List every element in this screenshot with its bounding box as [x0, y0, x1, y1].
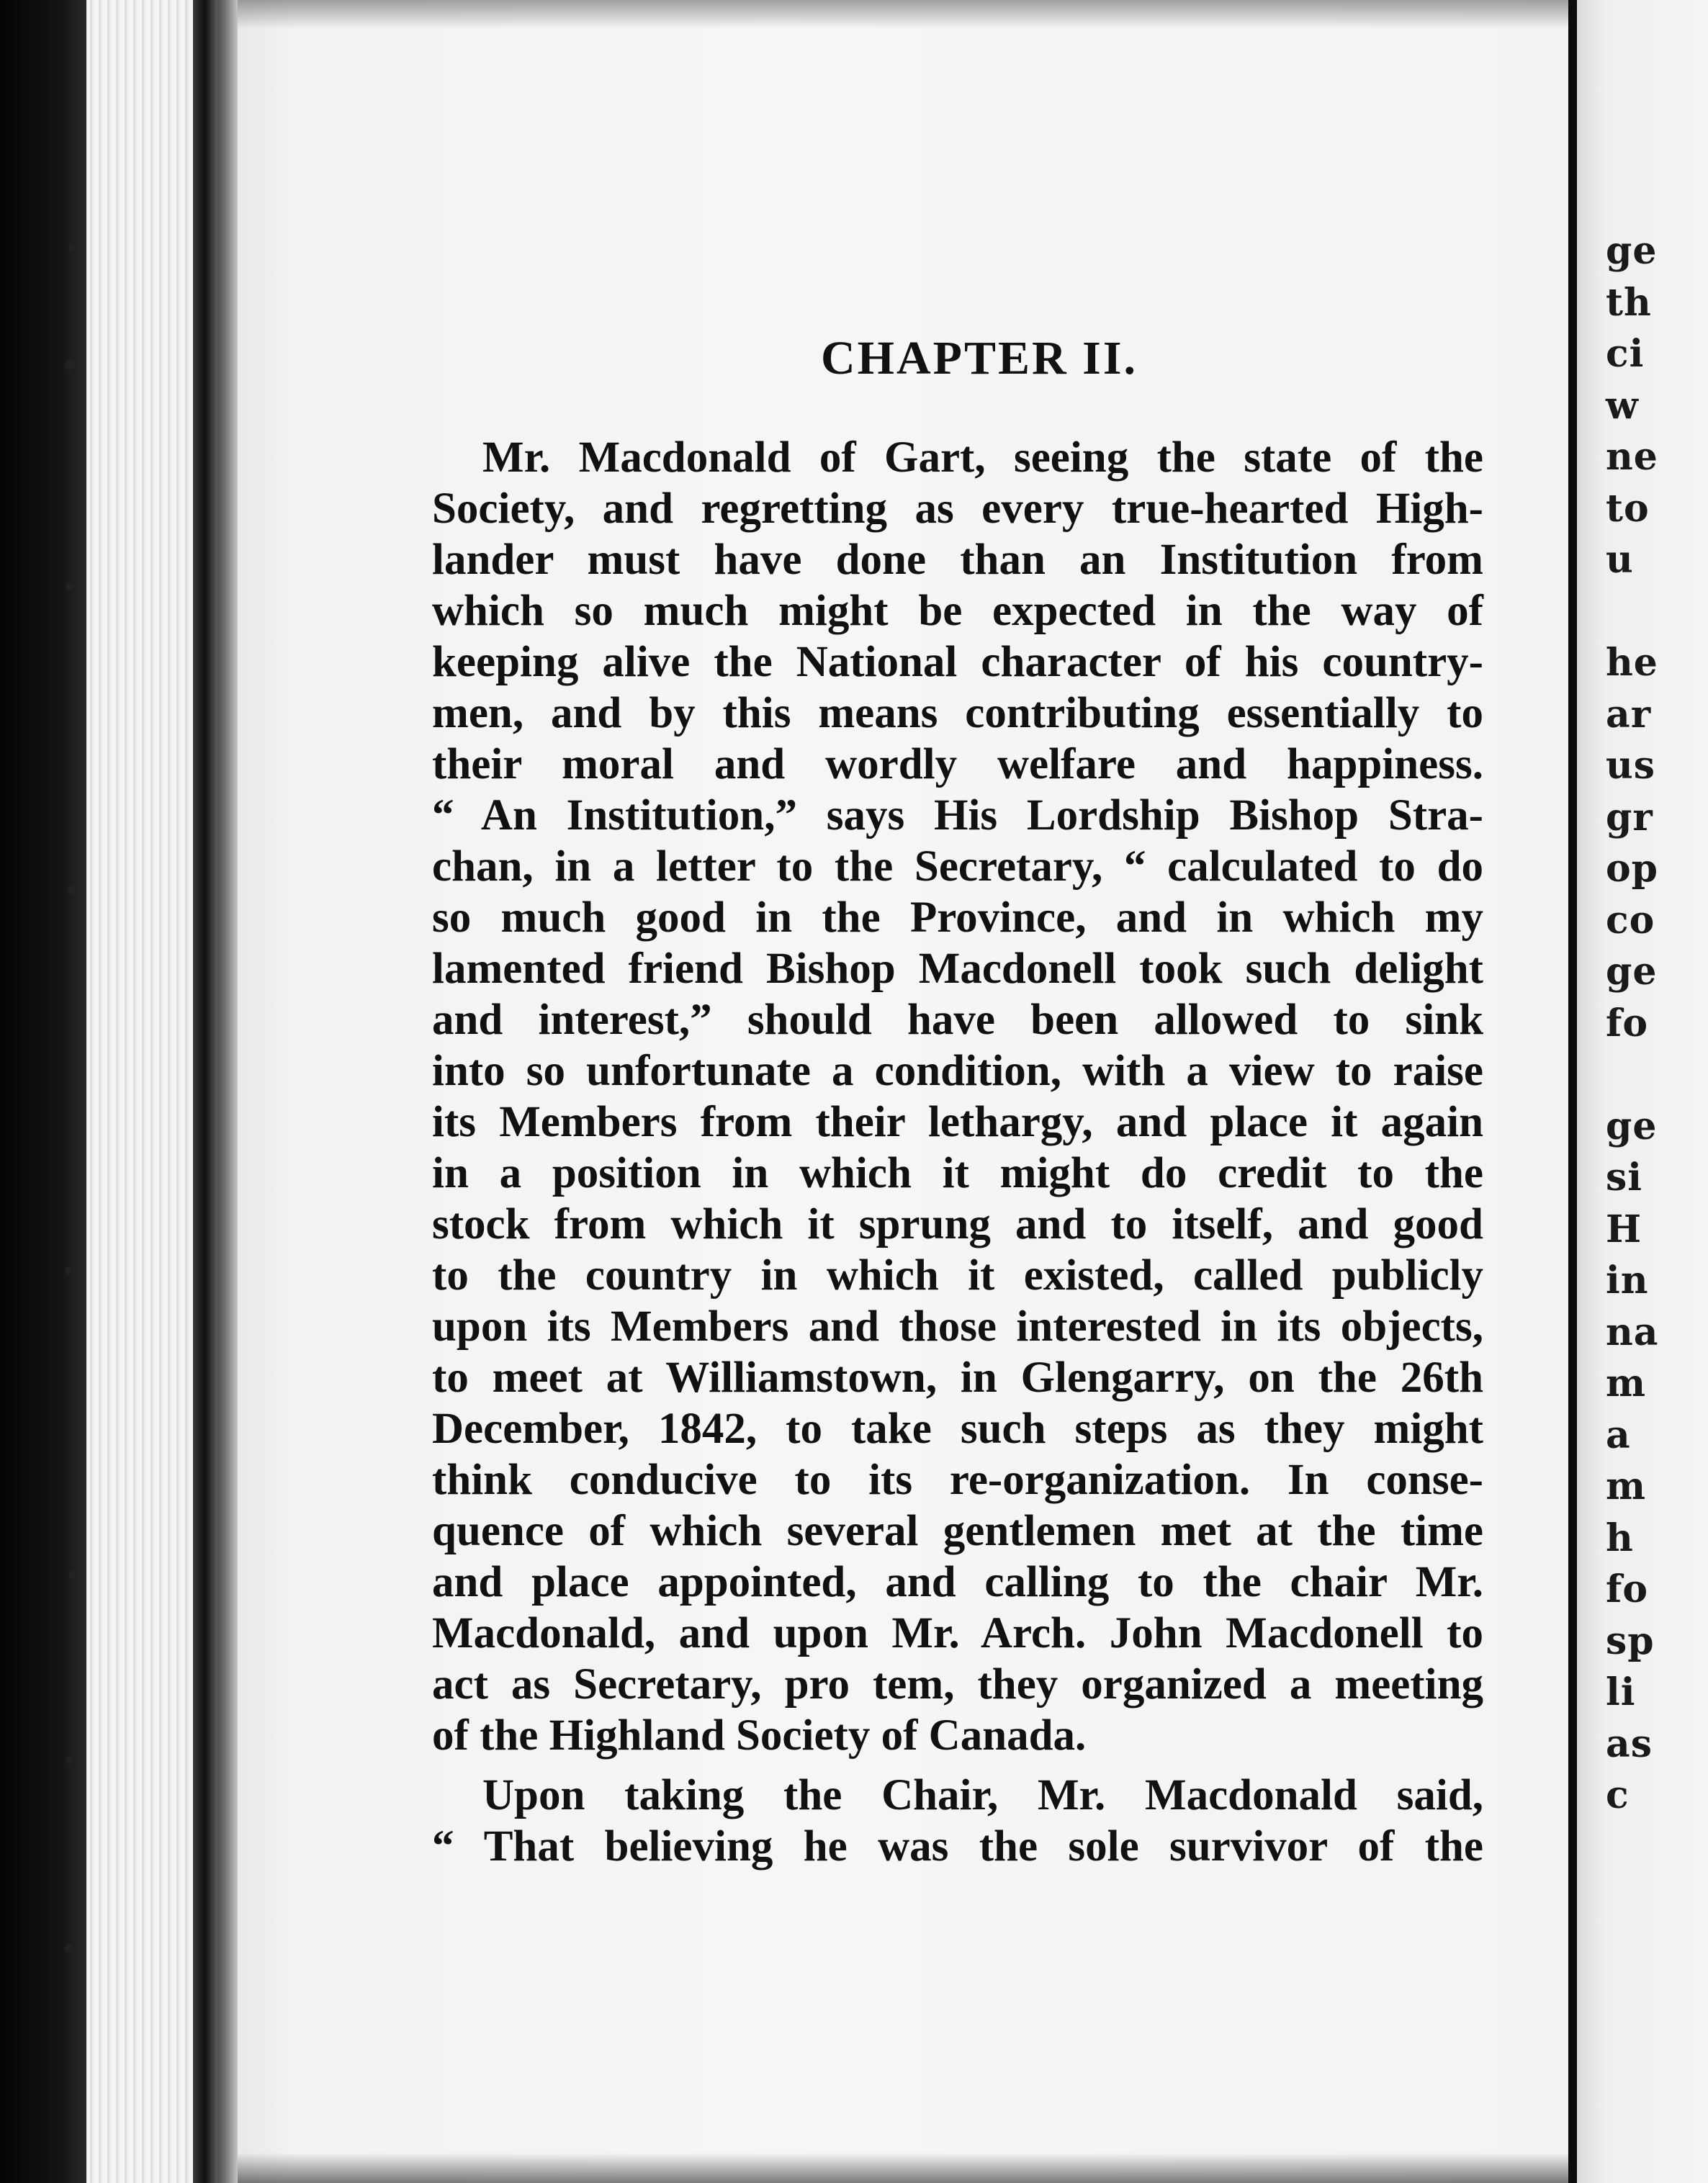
- paragraph-1: [432, 432, 1483, 1761]
- facing-page-text: ar: [1606, 692, 1652, 737]
- paragraph-2: [432, 1770, 1483, 1872]
- text-line: upon its Members and those interested in its objects,: [432, 1302, 1483, 1351]
- scan-speck: [66, 583, 73, 590]
- scan-speck: [66, 1757, 73, 1764]
- facing-page-text: fo: [1606, 1567, 1649, 1611]
- text-line: stock from which it sprung and to itself, and good: [432, 1200, 1483, 1248]
- facing-page-text: a: [1606, 1413, 1631, 1457]
- text-line: to the country in which it existed, called publicly: [432, 1251, 1483, 1300]
- text-line: Mr. Macdonald of Gart, seeing the state of the: [482, 433, 1483, 482]
- text-line: to meet at Williamstown, in Glengarry, on the 26th: [432, 1354, 1483, 1402]
- facing-page-text: to: [1606, 486, 1650, 531]
- text-line: their moral and wordly welfare and happiness.: [432, 740, 1483, 788]
- facing-page: [1577, 0, 1708, 2183]
- text-line: keeping alive the National character of his country-: [432, 638, 1483, 686]
- facing-page-text: us: [1606, 744, 1656, 788]
- facing-page-text: fo: [1606, 1001, 1649, 1045]
- text-line: of the Highland Society of Canada.: [432, 1711, 1087, 1760]
- text-line: “ An Institution,” says His Lordship Bishop Stra-: [432, 791, 1483, 840]
- facing-page-text: ge: [1606, 950, 1658, 994]
- facing-page-text: sp: [1606, 1619, 1655, 1663]
- text-line: think conducive to its re-organization. In conse-: [432, 1456, 1483, 1504]
- text-line: so much good in the Province, and in which my: [432, 894, 1483, 942]
- text-line: Society, and regretting as every true-hearted High-: [432, 485, 1483, 533]
- facing-page-text: na: [1606, 1310, 1659, 1354]
- text-line: lamented friend Bishop Macdonell took such delight: [432, 945, 1483, 993]
- text-line: in a position in which it might do credit to the: [432, 1149, 1483, 1197]
- facing-page-text: H: [1606, 1207, 1642, 1251]
- page-text: [432, 331, 1483, 1872]
- facing-page-text: gr: [1606, 795, 1653, 840]
- facing-page-text: si: [1606, 1156, 1643, 1199]
- facing-page-text: h: [1606, 1516, 1634, 1560]
- text-line: act as Secretary, pro tem, they organized a meeting: [432, 1660, 1483, 1709]
- facing-page-text: ci: [1606, 332, 1645, 376]
- page-gutter: [1568, 0, 1577, 2183]
- facing-page-text: w: [1606, 383, 1639, 428]
- facing-page-text: op: [1606, 847, 1659, 891]
- page-bottom-shadow: [238, 2153, 1570, 2183]
- facing-page-text: co: [1606, 898, 1655, 942]
- text-line: and place appointed, and calling to the chair Mr.: [432, 1558, 1483, 1606]
- text-line: Upon taking the Chair, Mr. Macdonald said,: [482, 1771, 1483, 1819]
- facing-page-text: u: [1606, 538, 1634, 582]
- text-line: its Members from their lethargy, and place it again: [432, 1098, 1483, 1146]
- facing-page-text: ne: [1606, 435, 1658, 479]
- book-spine-shadow: [193, 0, 217, 2183]
- scan-speck: [69, 1570, 78, 1578]
- facing-page-text: ge: [1606, 229, 1658, 273]
- text-line: December, 1842, to take such steps as they might: [432, 1405, 1483, 1453]
- text-line: quence of which several gentlemen met at the time: [432, 1507, 1483, 1555]
- scan-speck: [68, 886, 76, 894]
- chapter-title: CHAPTER II.: [820, 332, 1138, 384]
- text-line: lander must have done than an Institution from: [432, 536, 1483, 584]
- facing-page-text: c: [1606, 1773, 1630, 1817]
- facing-page-text: li: [1606, 1670, 1636, 1714]
- text-line: which so much might be expected in the way of: [432, 587, 1483, 635]
- scan-speck: [65, 1267, 72, 1274]
- page-edges: [86, 0, 259, 2183]
- facing-page-text: m: [1606, 1464, 1647, 1508]
- scan-speck: [65, 1944, 73, 1953]
- scan-speck: [68, 245, 76, 252]
- facing-page-text: th: [1606, 280, 1652, 325]
- text-line: and interest,” should have been allowed to sink: [432, 996, 1483, 1044]
- text-line: men, and by this means contributing essentially to: [432, 689, 1483, 737]
- facing-page-text: as: [1606, 1721, 1653, 1766]
- text-line: “ That believing he was the sole survivor of the: [432, 1822, 1483, 1871]
- facing-page-text: in: [1606, 1259, 1649, 1302]
- scan-background: [0, 0, 86, 2183]
- facing-page-text: m: [1606, 1361, 1647, 1405]
- facing-page-text: ge: [1606, 1104, 1658, 1148]
- facing-page-text: he: [1606, 641, 1658, 685]
- text-line: Macdonald, and upon Mr. Arch. John Macdonell to: [432, 1609, 1483, 1657]
- text-line: chan, in a letter to the Secretary, “ calculated to do: [432, 842, 1483, 891]
- text-line: into so unfortunate a condition, with a view to raise: [432, 1047, 1483, 1095]
- page-top-shadow: [238, 0, 1570, 29]
- scan-speck: [65, 360, 75, 370]
